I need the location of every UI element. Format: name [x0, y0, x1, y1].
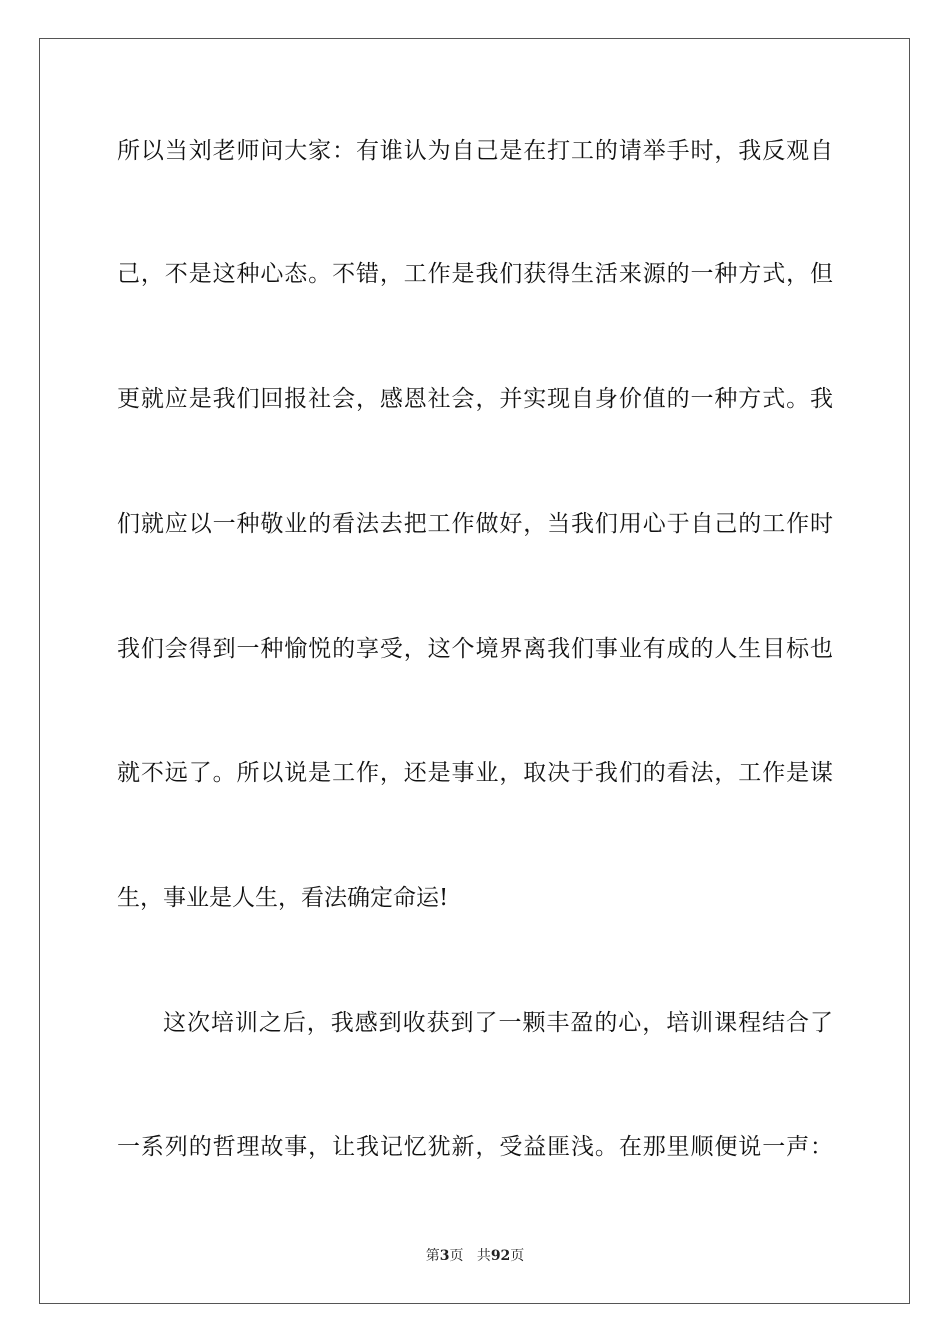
body-text-line: 一系列的哲理故事，让我记忆犹新，受益匪浅。在那里顺便说一声： — [117, 1134, 833, 1160]
body-text-line: 更就应是我们回报社会，感恩社会，并实现自身价值的一种方式。我 — [117, 386, 833, 412]
page-number: 3 — [439, 1248, 450, 1264]
body-text-line: 我们会得到一种愉悦的享受，这个境界离我们事业有成的人生目标也 — [117, 636, 833, 662]
body-text-line: 就不远了。所以说是工作，还是事业，取决于我们的看法，工作是谋 — [117, 760, 833, 786]
page-footer — [0, 1247, 950, 1265]
body-text-line: 己，不是这种心态。不错，工作是我们获得生活来源的一种方式，但 — [117, 261, 833, 287]
paragraph-first-line: 这次培训之后，我感到收获到了一颗丰盈的心，培训课程结合了 — [163, 1010, 833, 1036]
body-text-line: 所以当刘老师问大家：有谁认为自己是在打工的请举手时，我反观自 — [117, 138, 833, 164]
total-pages: 92 — [490, 1248, 511, 1264]
body-text-line: 们就应以一种敬业的看法去把工作做好，当我们用心于自己的工作时 — [117, 511, 833, 537]
page-prefix: 第 — [425, 1248, 440, 1264]
body-text-line: 生，事业是人生，看法确定命运! — [117, 885, 449, 911]
page-border — [39, 38, 910, 1304]
total-prefix: 共 — [476, 1248, 491, 1264]
total-suffix: 页 — [510, 1248, 525, 1264]
page-suffix: 页 — [449, 1248, 464, 1264]
